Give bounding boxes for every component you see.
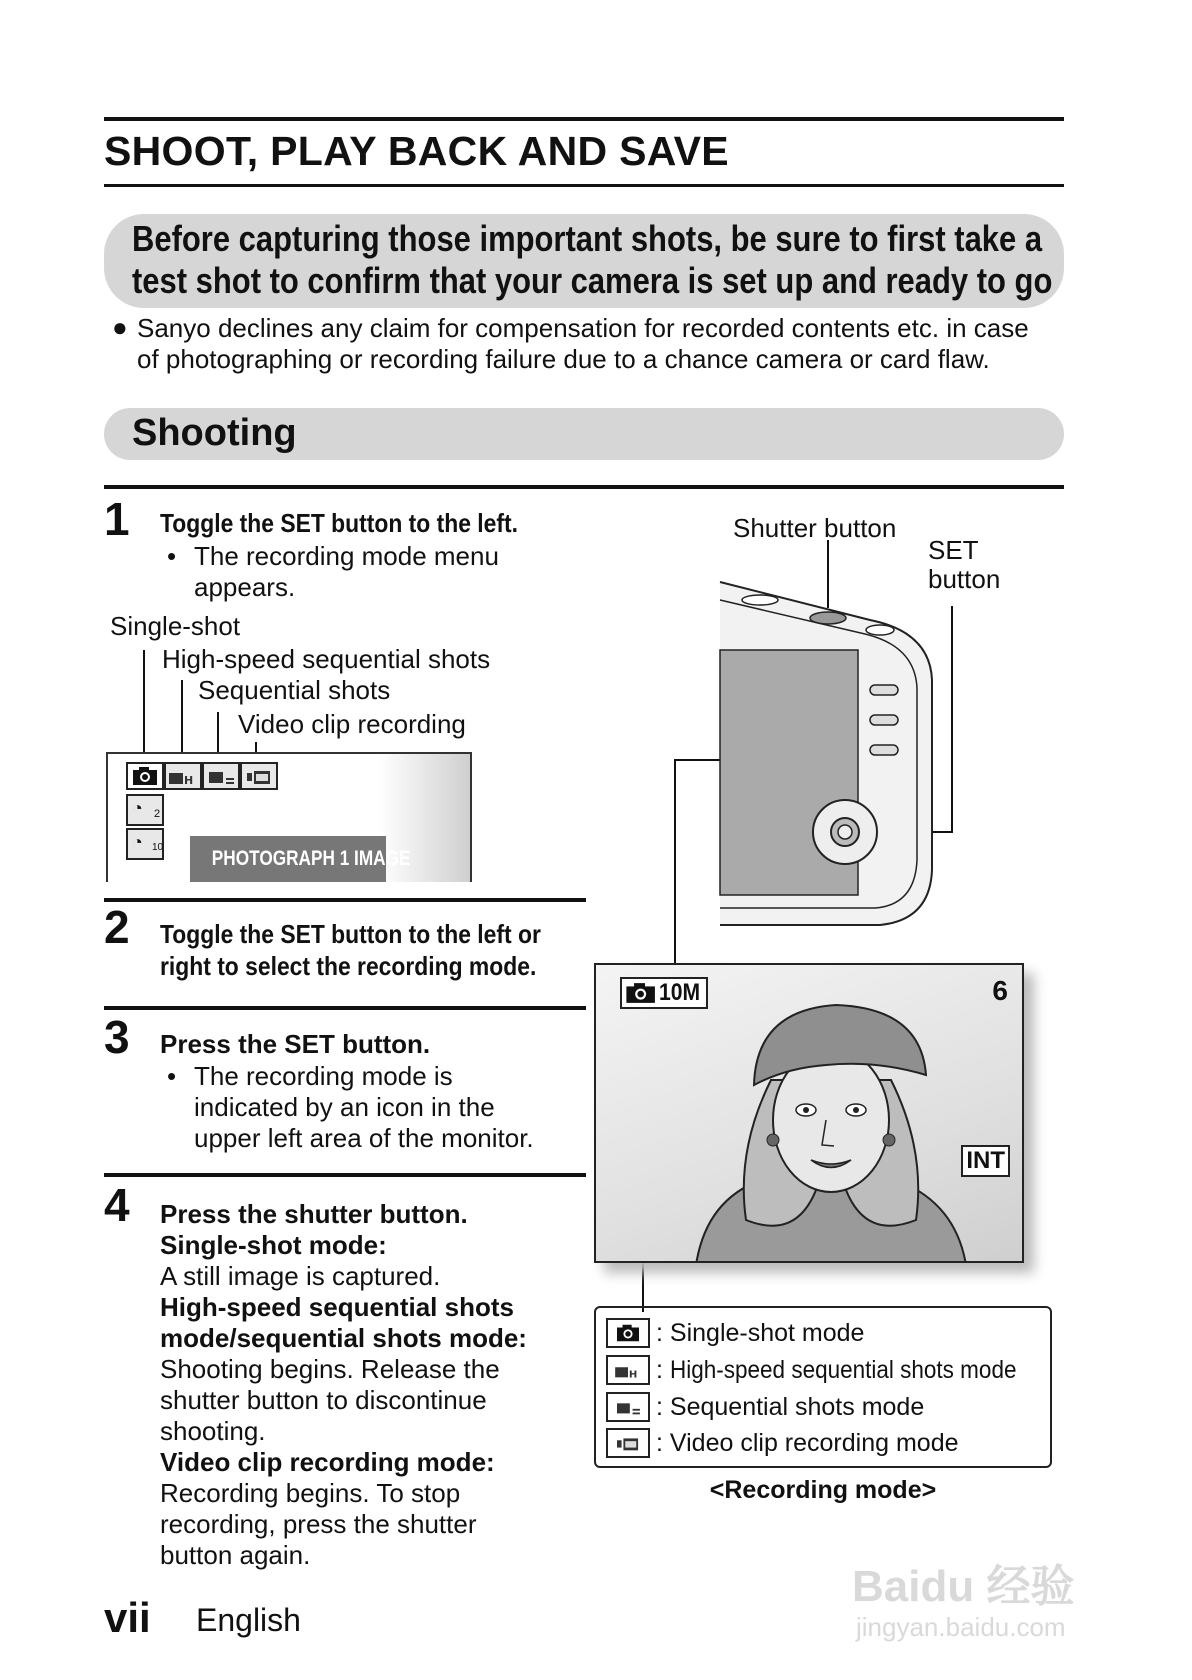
camera-illustration: [700, 570, 940, 940]
video-clip-icon: [606, 1428, 650, 1458]
baidu-watermark-url: jingyan.baidu.com: [856, 1612, 1066, 1642]
step-3-line-2: indicated by an icon in the: [194, 1092, 495, 1122]
step-4-rule: [104, 1173, 586, 1177]
sample-portrait: [676, 990, 986, 1263]
notice-line-2: of photographing or recording failure due to a chance camera or card flaw.: [137, 344, 990, 374]
monitor-screen: [594, 963, 1024, 1263]
step-3-text: [194, 1061, 534, 1154]
menu-screen: [106, 752, 472, 882]
step-3-bullet: •: [167, 1061, 177, 1091]
step-2-line-2: right to select the recording mode.: [160, 951, 537, 981]
legend-video-text: Video clip recording mode: [669, 1428, 959, 1457]
svg-text:H: H: [628, 1369, 638, 1381]
sequential-text-3: shooting.: [160, 1416, 266, 1446]
step-2-number: 2: [104, 901, 130, 953]
sequential-icon: [202, 762, 240, 790]
single-shot-icon: [126, 762, 164, 790]
high-speed-icon: [606, 1355, 650, 1385]
legend-row-high-speed: H : High-speed sequential shots mode: [606, 1355, 1055, 1385]
video-mode-label: Video clip recording mode:: [160, 1447, 495, 1477]
sequential-icon: [606, 1392, 650, 1422]
step-2-rule: [104, 898, 586, 902]
internal-memory-badge: INT: [961, 1145, 1010, 1177]
banner-line-1: Before capturing those important shots, be sure to first take a: [132, 218, 1043, 259]
legend-row-single: : Single-shot mode: [606, 1318, 864, 1348]
legend-row-sequential: : Sequential shots mode: [606, 1392, 924, 1422]
step-3-line-1: The recording mode is: [194, 1061, 453, 1091]
shutter-button-label: Shutter button: [733, 513, 897, 543]
video-text-2: recording, press the shutter: [160, 1509, 477, 1539]
notice-line-1: Sanyo declines any claim for compensation for recorded contents etc. in case: [137, 313, 1029, 343]
video-clip-icon: [240, 762, 278, 790]
sequential-mode-label-1: High-speed sequential shots: [160, 1292, 514, 1322]
step-4-heading: Press the shutter button.: [160, 1199, 468, 1229]
sequential-text-2: shutter button to discontinue: [160, 1385, 487, 1415]
timer-10-label: 10: [152, 842, 164, 853]
self-timer-2-icon: ◔ 2: [126, 794, 164, 826]
step-1-number: 1: [104, 493, 130, 545]
set-label-line-1: SET: [928, 535, 979, 565]
step-3-line-3: upper left area of the monitor.: [194, 1123, 534, 1153]
sequential-mode-label-2: mode/sequential shots mode:: [160, 1323, 527, 1353]
step-1-bullet: •: [167, 541, 177, 571]
label-sequential: Sequential shots: [198, 675, 391, 705]
step-4-number: 4: [104, 1179, 130, 1231]
video-text-1: Recording begins. To stop: [160, 1478, 461, 1508]
legend-single-text: Single-shot mode: [669, 1318, 865, 1347]
page-title: SHOOT, PLAY BACK AND SAVE: [104, 128, 729, 174]
step-1-heading: Toggle the SET button to the left.: [160, 508, 518, 538]
menu-info-bar: [190, 836, 411, 882]
high-speed-icon: [164, 762, 202, 790]
step-4-content: [160, 1199, 590, 1571]
set-label-line-2: button: [928, 564, 1001, 594]
legend-caption: <Recording mode>: [709, 1476, 937, 1504]
label-video-clip: Video clip recording: [238, 709, 466, 739]
sequential-text-1: Shooting begins. Release the: [160, 1354, 500, 1384]
step-3-number: 3: [104, 1011, 130, 1063]
video-text-3: button again.: [160, 1540, 311, 1570]
footer-language: English: [196, 1602, 301, 1638]
single-shot-mode-label: Single-shot mode:: [160, 1230, 387, 1260]
single-shot-icon: [606, 1318, 650, 1348]
label-single-shot: Single-shot: [110, 611, 241, 641]
svg-text:H: H: [184, 774, 194, 787]
section-title: Shooting: [132, 412, 297, 454]
legend-high-speed-text: High-speed sequential shots mode: [669, 1355, 1017, 1384]
camera-icon: [622, 979, 659, 1007]
legend-row-video: : Video clip recording mode: [606, 1428, 959, 1458]
menu-info-text: PHOTOGRAPH 1 IMAGE: [211, 847, 411, 870]
baidu-watermark: Baidu 经验: [852, 1562, 1075, 1611]
step-2-heading: [160, 918, 541, 982]
shot-count: 6: [992, 975, 1008, 1006]
step-3-rule: [104, 1006, 586, 1010]
step-1-line-1: The recording mode menu: [194, 541, 499, 571]
notice-bullet: ●: [112, 312, 128, 342]
single-shot-mode-text: A still image is captured.: [160, 1261, 441, 1291]
banner-line-2: test shot to confirm that your camera is set up and ready to go: [132, 260, 1053, 301]
timer-2-label: 2: [154, 808, 161, 820]
step-3-heading: Press the SET button.: [160, 1029, 431, 1059]
self-timer-10-icon: ◔ 10: [126, 828, 164, 860]
label-high-speed: High-speed sequential shots: [162, 644, 491, 674]
step-1-line-2: appears.: [194, 572, 296, 602]
resolution-label: 10M: [659, 979, 701, 1006]
page-number: vii: [104, 1594, 151, 1641]
step-2-line-1: Toggle the SET button to the left or: [160, 919, 541, 949]
legend-sequential-text: Sequential shots mode: [669, 1392, 925, 1421]
